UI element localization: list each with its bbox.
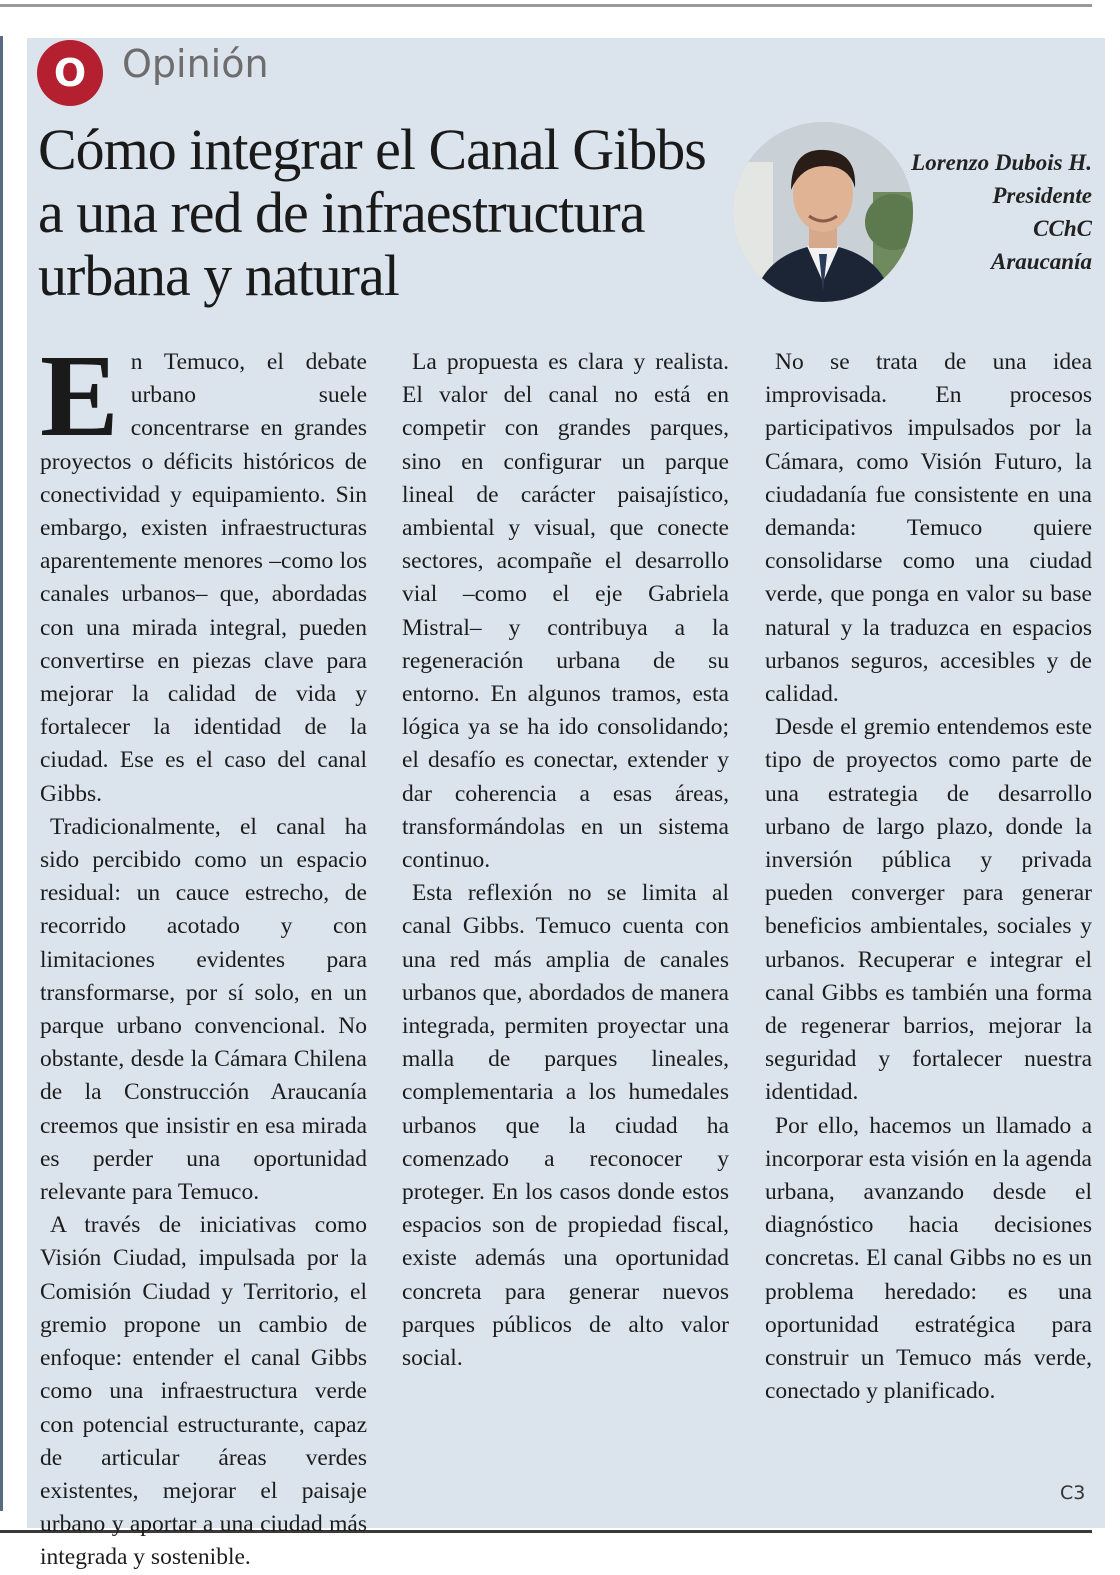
author-org: CChC <box>1033 216 1092 241</box>
author-portrait-icon <box>733 122 913 302</box>
author-region: Araucanía <box>991 249 1092 274</box>
article-paragraph: No se trata de una idea improvisada. En procesos participativos impulsados por la Cámara, como Visión Futuro, la ciudadanía fue consistente en una demanda: Temuco quiere consolidarse como una ciudad verde, que ponga en valor su base natural y la traduzca en espacios urbanos seguros, accesibles y de calidad. <box>765 349 1092 708</box>
article-paragraph: La propuesta es clara y realista. El valor del canal no está en competir con grandes parques, sino en configurar un parque lineal de carácter paisajístico, ambiental y visual, que conecte sectores, acompañe el desarrollo vial –como el eje Gabriela Mistral– y contribuya a la regeneración urbana de su entorno. En algunos tramos, esta lógica ya se ha ido consolidando; el desafío es conectar, extender y dar coherencia a esas áreas, transformándolas en un sistema continuo. <box>402 349 729 874</box>
left-edge-bar <box>0 36 3 1511</box>
dropcap: E <box>40 330 119 461</box>
article-paragraph: Desde el gremio entendemos este tipo de proyectos como parte de una estrategia de desarrollo urbano de largo plazo, donde la inversión pública y privada pueden converger para generar beneficios ambientales, sociales y urbanos. Recuperar e integrar el canal Gibbs es también una forma de regenerar barrios, mejorar la seguridad y fortalecer nuestra identidad. <box>765 714 1092 1106</box>
section-label: Opinión <box>122 42 269 86</box>
section-badge: O <box>37 40 103 106</box>
author-name: Lorenzo Dubois H. <box>911 150 1092 175</box>
author-byline <box>911 146 1092 278</box>
article-paragraph: Esta reflexión no se limita al canal Gibbs. Temuco cuenta con una red más amplia de canales urbanos que, abordados de manera integrada, permiten proyectar una malla de parques lineales, complementaria a los humedales urbanos que la ciudad ha comenzado a reconocer y proteger. En los casos donde estos espacios son de propiedad fiscal, existe además una oportunidad concreta para generar nuevos parques públicos de alto valor social. <box>402 880 729 1372</box>
author-role: Presidente <box>992 183 1092 208</box>
article-column-2 <box>402 346 729 1375</box>
article-paragraph <box>40 330 367 811</box>
article-paragraph: A través de iniciativas como Visión Ciudad, impulsada por la Comisión Ciudad y Territorio, el gremio propone un cambio de enfoque: entender el canal Gibbs como una infraestructura verde con potencial estructurante, capaz de articular áreas verdes existentes, mejorar el paisaje urbano y aportar a una ciudad más integrada y sostenible. <box>40 1212 367 1571</box>
paragraph-text: n Temuco, el debate urbano suele concentrarse en grandes proyectos o déficits históricos de conectividad y equipamiento. Sin embargo, existen infraestructuras aparentemente menores –como los canales urbanos– que, abordadas con una mirada integral, pueden convertirse en piezas clave para mejorar la calidad de vida y fortalecer la identidad de la ciudad. Ese es el caso del canal Gibbs. <box>40 349 367 807</box>
article-paragraph: Tradicionalmente, el canal ha sido percibido como un espacio residual: un cauce estrecho, de recorrido acotado y con limitaciones evidentes para transformarse, por sí solo, en un parque urbano convencional. No obstante, desde la Cámara Chilena de la Construcción Araucanía creemos que insistir en esa mirada es perder una oportunidad relevante para Temuco. <box>40 813 367 1206</box>
author-portrait <box>733 122 913 302</box>
end-mark-icon: C3 <box>1060 1482 1086 1504</box>
headline: Cómo integrar el Canal Gibbs a una red de infraestructura urbana y natural <box>38 117 706 308</box>
top-rule <box>0 4 1092 7</box>
article-paragraph: Por ello, hacemos un llamado a incorporar esta visión en la agenda urbana, avanzando desde el diagnóstico hacia decisiones concretas. El canal Gibbs no es un problema heredado: es una oportunidad estratégica para construir un Temuco más verde, conectado y planificado. <box>765 1112 1092 1405</box>
article-column-1 <box>40 330 367 1575</box>
article-column-3 <box>765 346 1092 1409</box>
